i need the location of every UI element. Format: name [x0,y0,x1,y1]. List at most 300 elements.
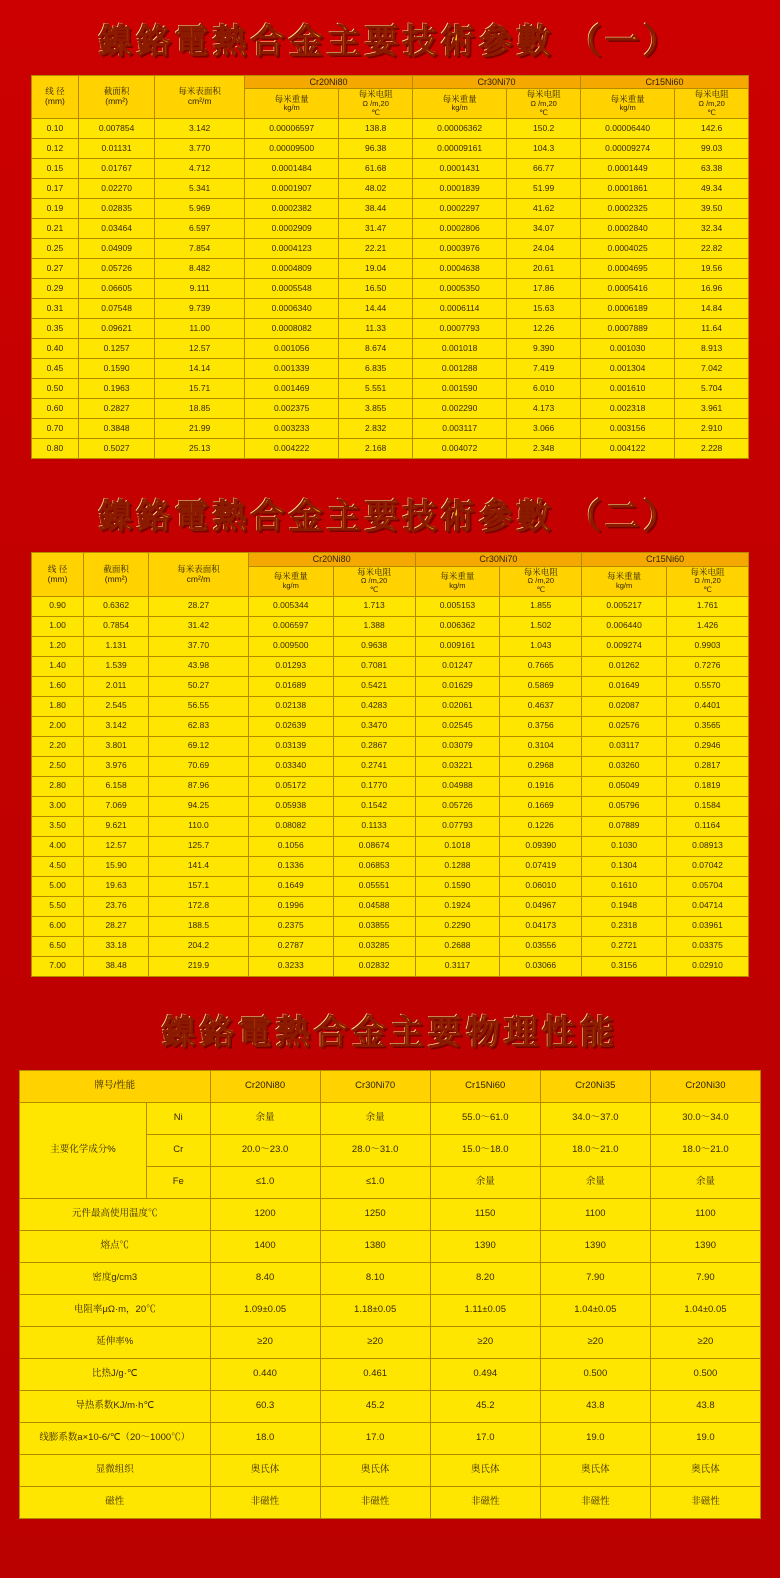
table-cell: 0.01131 [78,139,154,159]
table-cell: 11.33 [339,319,413,339]
table-cell: 0.001288 [413,359,507,379]
table-cell: 8.40 [210,1262,320,1294]
table-cell: 0.004122 [580,439,674,459]
table-cell: ≤1.0 [320,1166,430,1198]
table-cell: 2.168 [339,439,413,459]
table-cell: 0.1226 [500,816,582,836]
table-cell: 0.3104 [500,736,582,756]
table-cell: 50.27 [149,676,249,696]
table-cell: 16.50 [339,279,413,299]
table-cell: 0.09621 [78,319,154,339]
table-cell: 0.0007793 [413,319,507,339]
table-cell: 0.05726 [78,259,154,279]
table-cell: 0.2741 [333,756,415,776]
header-group-cr15ni60: Cr15Ni60 [582,553,749,566]
table-cell: 0.4283 [333,696,415,716]
table-cell: 17.0 [430,1422,540,1454]
table-cell: 17.0 [320,1422,430,1454]
table-cell: 87.96 [149,776,249,796]
table-cell: 0.02061 [415,696,500,716]
table-cell: 0.1590 [415,876,500,896]
table-cell: 3.770 [155,139,245,159]
table2-head [32,553,749,596]
table-cell: 0.03961 [667,916,749,936]
table-cell: 2.348 [507,439,581,459]
table-cell: 0.00009161 [413,139,507,159]
table-cell: 4.712 [155,159,245,179]
table-cell: 62.83 [149,716,249,736]
table-cell: 0.04173 [500,916,582,936]
table-cell: 0.15 [32,159,79,179]
table-cell: 104.3 [507,139,581,159]
table-cell: 0.07793 [415,816,500,836]
table-cell: 45.2 [320,1390,430,1422]
table-cell: 0.005153 [415,596,500,616]
table-cell: 0.2827 [78,399,154,419]
table-row [20,1454,761,1486]
table-row [32,399,749,419]
table-cell: 0.05796 [582,796,667,816]
table-row [20,1390,761,1422]
table-cell: 8.674 [339,339,413,359]
table-cell: 0.006440 [582,616,667,636]
table-cell: 7.854 [155,239,245,259]
header-resistance-1: 每米电阻 Ω /m,20 ℃ [339,89,413,119]
table-cell: 0.05049 [582,776,667,796]
table-cell: 6.835 [339,359,413,379]
table-cell: 1.131 [84,636,149,656]
table-cell: 0.3233 [248,956,333,976]
table-cell: 11.00 [155,319,245,339]
table-cell: 0.001610 [580,379,674,399]
table-cell: 125.7 [149,836,249,856]
table-cell: 38.44 [339,199,413,219]
table-cell: 0.06010 [500,876,582,896]
table-cell: 0.009500 [248,636,333,656]
table-cell: 0.1924 [415,896,500,916]
table-cell: 0.006597 [248,616,333,636]
table-cell: 6.00 [32,916,84,936]
table-cell: 8.913 [675,339,749,359]
table-cell: 43.98 [149,656,249,676]
table-cell: 14.84 [675,299,749,319]
table-cell: 0.005217 [582,596,667,616]
table-cell: 7.042 [675,359,749,379]
table-cell: 0.2946 [667,736,749,756]
table-cell: 0.08674 [333,836,415,856]
table-cell: 0.80 [32,439,79,459]
table-cell: 34.07 [507,219,581,239]
table-cell: 0.1948 [582,896,667,916]
table-cell: 11.64 [675,319,749,339]
header-resistance-3: 每米电阻 Ω /m,20 ℃ [667,566,749,596]
table-cell: 3.00 [32,796,84,816]
table-cell: 1.855 [500,596,582,616]
table-cell: 0.9903 [667,636,749,656]
header-resistance-1: 每米电阻 Ω /m,20 ℃ [333,566,415,596]
table-cell: 0.31 [32,299,79,319]
table-row [32,696,749,716]
table-row [20,1486,761,1518]
table-row [32,956,749,976]
table-cell: ≥20 [430,1326,540,1358]
table-cell: 0.90 [32,596,84,616]
table-cell: 1150 [430,1198,540,1230]
table-row [32,896,749,916]
header-surface: 每米表面积 cm²/m [149,553,249,596]
table-cell: 0.0008082 [245,319,339,339]
table-cell: 41.62 [507,199,581,219]
table-cell: 0.2867 [333,736,415,756]
table-cell: 31.47 [339,219,413,239]
table-cell: 0.1669 [500,796,582,816]
table-cell: 5.341 [155,179,245,199]
table-cell: 非磁性 [430,1486,540,1518]
table-cell: 55.0～61.0 [430,1102,540,1134]
table-cell: 0.1770 [333,776,415,796]
table-cell: 19.04 [339,259,413,279]
table-cell: 0.0006340 [245,299,339,319]
table-cell: 0.19 [32,199,79,219]
table-cell: 66.77 [507,159,581,179]
table-cell: 0.1018 [415,836,500,856]
table-cell: 5.704 [675,379,749,399]
header-weight-1: 每米重量 kg/m [248,566,333,596]
table-cell: 0.2787 [248,936,333,956]
table-cell: 19.0 [650,1422,760,1454]
table-cell: 0.03139 [248,736,333,756]
table3-body [20,1102,761,1518]
table-cell: 0.0004695 [580,259,674,279]
table-cell: 0.0001484 [245,159,339,179]
header-resistance-3: 每米电阻 Ω /m,20 ℃ [675,89,749,119]
table-cell: 2.011 [84,676,149,696]
table-cell: 0.3470 [333,716,415,736]
table-cell: 0.02835 [78,199,154,219]
table-cell: 5.969 [155,199,245,219]
table-cell: 0.01629 [415,676,500,696]
table2-header-row-1 [32,553,749,566]
table-cell: 1.539 [84,656,149,676]
table-cell: 19.56 [675,259,749,279]
table-cell: 0.03855 [333,916,415,936]
header-weight-3: 每米重量 kg/m [580,89,674,119]
table-cell: 0.0001861 [580,179,674,199]
table-cell: 49.34 [675,179,749,199]
table-cell: 33.18 [84,936,149,956]
table-cell: 94.25 [149,796,249,816]
row-header: 磁性 [20,1486,211,1518]
table-cell: 0.01767 [78,159,154,179]
table-cell: 138.8 [339,119,413,139]
table-cell: 0.00009274 [580,139,674,159]
table-cell: 0.01649 [582,676,667,696]
table-cell: 28.0～31.0 [320,1134,430,1166]
table-cell: 1.00 [32,616,84,636]
table-cell: 0.00006440 [580,119,674,139]
header-resistance-2: 每米电阻 Ω /m,20 ℃ [507,89,581,119]
table-row [20,1230,761,1262]
table-cell: 5.50 [32,896,84,916]
table-cell: 奥氏体 [430,1454,540,1486]
table-cell: 0.5570 [667,676,749,696]
table-cell: 0.03066 [500,956,582,976]
table-cell: 28.27 [84,916,149,936]
table-cell: 204.2 [149,936,249,956]
table-cell: 38.48 [84,956,149,976]
table-cell: 0.03464 [78,219,154,239]
table-row [32,936,749,956]
header-area: 截面积 (mm²) [78,76,154,119]
table-cell: 0.03117 [582,736,667,756]
table-cell: 0.7081 [333,656,415,676]
table-cell: 15.90 [84,856,149,876]
table-cell: 12.26 [507,319,581,339]
table-cell: 1.04±0.05 [540,1294,650,1326]
table-cell: 0.05551 [333,876,415,896]
table-row [20,1294,761,1326]
table-cell: 12.57 [155,339,245,359]
table-cell: 6.597 [155,219,245,239]
table-cell: 0.1590 [78,359,154,379]
table-row [32,279,749,299]
header-col-cr30ni70: Cr30Ni70 [320,1070,430,1102]
table-cell: 0.6362 [84,596,149,616]
header-col-cr20ni30: Cr20Ni30 [650,1070,760,1102]
table-cell: 0.004072 [413,439,507,459]
table-cell: 0.03221 [415,756,500,776]
table-cell: 0.7665 [500,656,582,676]
table-row [32,199,749,219]
table-cell: 110.0 [149,816,249,836]
table-cell: 0.001339 [245,359,339,379]
table-cell: 18.0～21.0 [540,1134,650,1166]
row-header: 导热系数KJ/m·h℃ [20,1390,211,1422]
table-cell: 0.00006597 [245,119,339,139]
table-cell: 23.76 [84,896,149,916]
header-diameter: 线 径 (mm) [32,553,84,596]
table-cell: 0.004222 [245,439,339,459]
table-cell: 8.482 [155,259,245,279]
table-row [32,596,749,616]
table-cell: 0.02576 [582,716,667,736]
table-cell: 1.09±0.05 [210,1294,320,1326]
table-row [32,439,749,459]
table-row [32,856,749,876]
table-cell: 0.29 [32,279,79,299]
table-cell: 0.1288 [415,856,500,876]
table3-header-row [20,1070,761,1102]
table-cell: 1.388 [333,616,415,636]
table-cell: 69.12 [149,736,249,756]
table-cell: 3.066 [507,419,581,439]
table-cell: 43.8 [650,1390,760,1422]
table-cell: 30.0～34.0 [650,1102,760,1134]
table-cell: 0.001018 [413,339,507,359]
table-cell: 0.27 [32,259,79,279]
table-row [32,796,749,816]
table-row [20,1326,761,1358]
table-cell: 0.0004638 [413,259,507,279]
table-cell: 非磁性 [650,1486,760,1518]
table-cell: 0.4637 [500,696,582,716]
table-cell: 0.03260 [582,756,667,776]
table-cell: 0.1056 [248,836,333,856]
table-cell: 0.07889 [582,816,667,836]
table-cell: 0.7854 [84,616,149,636]
table-cell: 非磁性 [210,1486,320,1518]
table-row [32,319,749,339]
table-cell: 1.18±0.05 [320,1294,430,1326]
table-cell: 0.0002840 [580,219,674,239]
table-cell: ≥20 [540,1326,650,1358]
table-cell: 0.003117 [413,419,507,439]
table-cell: 0.0005416 [580,279,674,299]
table-cell: 0.1336 [248,856,333,876]
table-cell: 1390 [650,1230,760,1262]
table-cell: ≤1.0 [210,1166,320,1198]
table-cell: 0.440 [210,1358,320,1390]
header-col-cr20ni35: Cr20Ni35 [540,1070,650,1102]
table-cell: 0.1996 [248,896,333,916]
table-cell: 余量 [320,1102,430,1134]
table3-head [20,1070,761,1102]
table-row [32,716,749,736]
table-cell: 0.02639 [248,716,333,736]
table-cell: 0.5027 [78,439,154,459]
table-cell: 0.0001431 [413,159,507,179]
table-cell: 1100 [540,1198,650,1230]
table-cell: 1.80 [32,696,84,716]
table-cell: 15.71 [155,379,245,399]
table-cell: 0.45 [32,359,79,379]
table-cell: 3.142 [155,119,245,139]
table-cell: 0.009274 [582,636,667,656]
table-cell: 0.0006189 [580,299,674,319]
table-cell: 18.0～21.0 [650,1134,760,1166]
table-cell: 2.20 [32,736,84,756]
table-row [32,119,749,139]
table-cell: 非磁性 [320,1486,430,1518]
table-cell: 3.976 [84,756,149,776]
header-group-cr15ni60: Cr15Ni60 [580,76,748,89]
header-col-cr15ni60: Cr15Ni60 [430,1070,540,1102]
table-cell: 0.01293 [248,656,333,676]
header-grade-property: 牌号/性能 [20,1070,211,1102]
table-cell: 0.3156 [582,956,667,976]
table-cell: 0.1963 [78,379,154,399]
table-cell: 0.1584 [667,796,749,816]
table-cell: 余量 [430,1166,540,1198]
table-cell: 63.38 [675,159,749,179]
table-cell: 0.0002297 [413,199,507,219]
table-cell: 25.13 [155,439,245,459]
table-cell: 0.494 [430,1358,540,1390]
table-row [32,239,749,259]
table-cell: ≥20 [210,1326,320,1358]
table-cell: 14.44 [339,299,413,319]
table-cell: 0.12 [32,139,79,159]
table-cell: 0.01247 [415,656,500,676]
table-row [20,1422,761,1454]
table-cell: 56.55 [149,696,249,716]
table-cell: 0.03079 [415,736,500,756]
table-cell: 0.1257 [78,339,154,359]
table-row [32,359,749,379]
table-cell: ≥20 [320,1326,430,1358]
table-cell: 0.06853 [333,856,415,876]
table-cell: 19.63 [84,876,149,896]
table-cell: 4.173 [507,399,581,419]
page-title-2: 鎳鉻電熱合金主要技術參數 （二） [98,499,682,537]
table-cell: 172.8 [149,896,249,916]
table-cell: 0.0001449 [580,159,674,179]
table-cell: 0.17 [32,179,79,199]
header-area: 截面积 (mm²) [84,553,149,596]
header-weight-3: 每米重量 kg/m [582,566,667,596]
table-cell: 16.96 [675,279,749,299]
table-cell: 0.07419 [500,856,582,876]
table-cell: 142.6 [675,119,749,139]
table-cell: 18.85 [155,399,245,419]
header-group-cr20ni80: Cr20Ni80 [248,553,415,566]
table-row [32,299,749,319]
table-cell: 28.27 [149,596,249,616]
table-cell: 0.461 [320,1358,430,1390]
header-surface: 每米表面积 cm²/m [155,76,245,119]
table-cell: 0.07042 [667,856,749,876]
table-cell: 0.001056 [245,339,339,359]
table-cell: 0.2721 [582,936,667,956]
table-cell: 9.621 [84,816,149,836]
table-cell: 0.0004025 [580,239,674,259]
table-row [32,616,749,636]
table-cell: 45.2 [430,1390,540,1422]
table-cell: 9.111 [155,279,245,299]
table-row [32,776,749,796]
table-cell: 0.35 [32,319,79,339]
header-diameter: 线 径 (mm) [32,76,79,119]
table-row [32,636,749,656]
table-cell: 1.04±0.05 [650,1294,760,1326]
table-cell: 0.3117 [415,956,500,976]
table-cell: 0.0006114 [413,299,507,319]
table-cell: 1.043 [500,636,582,656]
header-group-cr30ni70: Cr30Ni70 [413,76,581,89]
table-cell: 0.0002325 [580,199,674,219]
table-cell: 15.0～18.0 [430,1134,540,1166]
table-cell: 0.001590 [413,379,507,399]
table-cell: 1.426 [667,616,749,636]
table-cell: 2.50 [32,756,84,776]
table-row [32,219,749,239]
table-cell: 8.20 [430,1262,540,1294]
table-cell: 1.20 [32,636,84,656]
table-cell: 0.006362 [415,616,500,636]
table-cell: 0.1030 [582,836,667,856]
header-group-cr20ni80: Cr20Ni80 [245,76,413,89]
table-cell: 14.14 [155,359,245,379]
table-cell: 60.3 [210,1390,320,1422]
header-weight-2: 每米重量 kg/m [415,566,500,596]
page-title-1: 鎳鉻電熱合金主要技術參數 （一） [98,24,682,61]
table-cell: 0.0004123 [245,239,339,259]
table-row [32,259,749,279]
table-cell: ≥20 [650,1326,760,1358]
table-cell: 0.3756 [500,716,582,736]
table-cell: 0.001030 [580,339,674,359]
table1-header-row-1 [32,76,749,89]
